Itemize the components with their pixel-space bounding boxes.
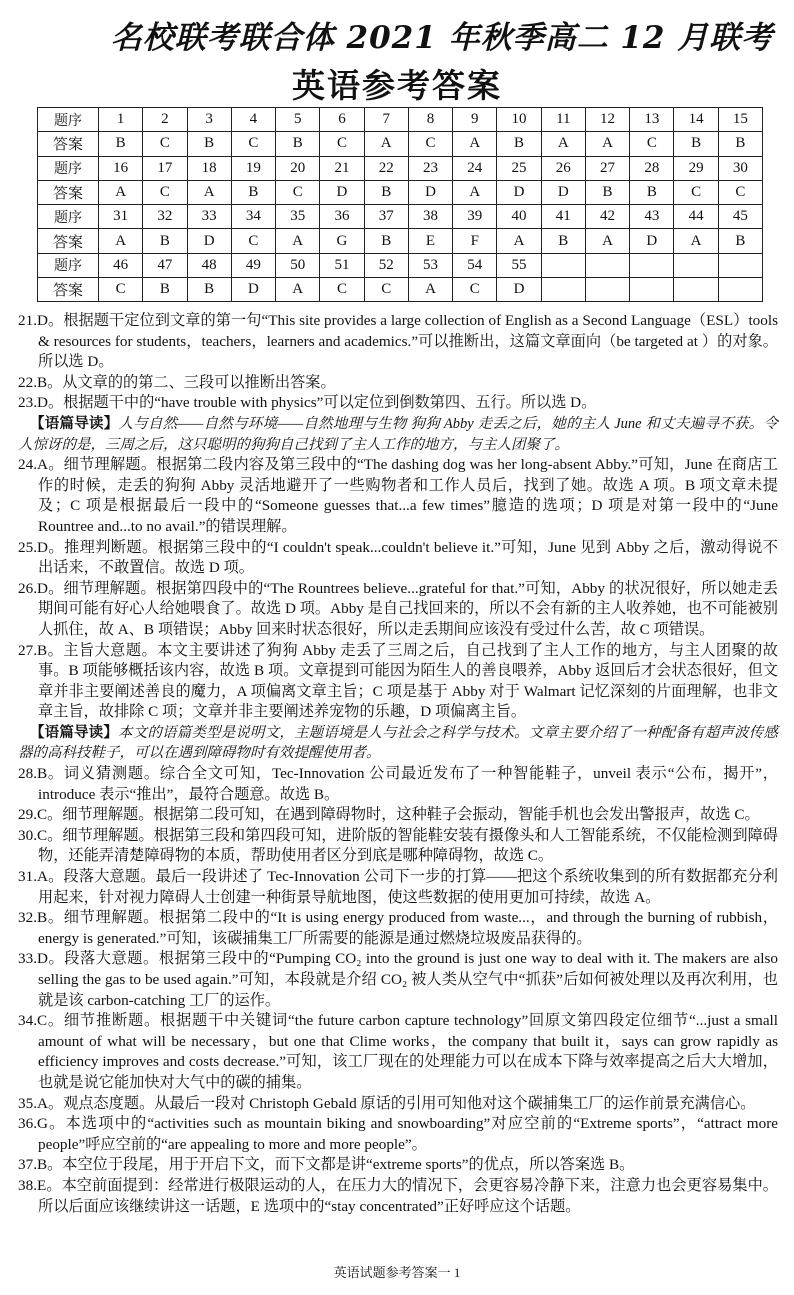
table-cell: 6 xyxy=(320,108,364,132)
table-cell: 42 xyxy=(585,205,629,229)
answer-explanation: 35.A。观点态度题。从最后一段对 Christoph Gebald 原话的引用可知他对这个碳捕集工厂的运作前景充满信心。 xyxy=(18,1094,756,1112)
table-cell: 51 xyxy=(320,253,364,277)
table-cell: G xyxy=(320,229,364,253)
table-cell: 16 xyxy=(99,156,143,180)
table-cell: 10 xyxy=(497,108,541,132)
table-cell: D xyxy=(497,278,541,302)
table-cell xyxy=(718,278,762,302)
table-cell: 33 xyxy=(187,205,231,229)
table-cell: A xyxy=(497,229,541,253)
table-cell: 13 xyxy=(630,108,674,132)
table-cell xyxy=(585,253,629,277)
table-cell: 18 xyxy=(187,156,231,180)
table-cell: 22 xyxy=(364,156,408,180)
table-cell: 52 xyxy=(364,253,408,277)
answer-explanation: 36.G。本选项中的“activities such as mountain biking and snowboarding”对应空前的“Extreme sports”，“attract more people”呼应空前的“are appealing to more and more people”。 xyxy=(18,1115,778,1153)
table-cell: B xyxy=(187,132,231,156)
table-cell: 23 xyxy=(408,156,452,180)
table-cell: A xyxy=(674,229,718,253)
table-cell xyxy=(585,278,629,302)
table-row xyxy=(38,180,763,204)
table-cell xyxy=(541,253,585,277)
table-cell: 7 xyxy=(364,108,408,132)
table-cell: C xyxy=(276,180,320,204)
table-row xyxy=(38,205,763,229)
table-cell: 20 xyxy=(276,156,320,180)
guide-text: 本文的语篇类型是说明文，主题语境是人与社会之科学与技术。文章主要介绍了一种配备有超声波传感器的高科技鞋子，可以在遇到障碍物时有效提醒使用者。 xyxy=(18,724,779,762)
table-row xyxy=(38,278,763,302)
table-cell: B xyxy=(231,180,275,204)
row-label: 答案 xyxy=(38,180,99,204)
answer-explanation: 37.B。本空位于段尾，用于开启下文，而下文都是讲“extreme sports”的优点，所以答案选 B。 xyxy=(18,1156,635,1174)
table-row xyxy=(38,253,763,277)
row-label: 题序 xyxy=(38,108,99,132)
answer-explanation: 25.D。推理判断题。根据第三段中的“I couldn't speak...couldn't believe it.”可知，June 见到 Abby 之后，激动得说不出话来，不敢置信。故选 D 项。 xyxy=(18,538,778,577)
page-subtitle: 英语参考答案 xyxy=(292,66,502,105)
table-cell: B xyxy=(364,180,408,204)
table-cell: C xyxy=(364,278,408,302)
table-cell: D xyxy=(187,229,231,253)
table-cell xyxy=(630,253,674,277)
answer-explanation: 29.C。细节理解题。根据第二段可知，在遇到障碍物时，这种鞋子会振动，智能手机也会发出警报声，故选 C。 xyxy=(18,806,760,824)
row-label: 题序 xyxy=(38,205,99,229)
table-cell: 27 xyxy=(585,156,629,180)
table-cell: 48 xyxy=(187,253,231,277)
table-cell: 9 xyxy=(453,108,497,132)
table-cell xyxy=(674,278,718,302)
table-cell: B xyxy=(630,180,674,204)
table-cell: A xyxy=(541,132,585,156)
table-cell: C xyxy=(674,180,718,204)
row-label: 题序 xyxy=(38,156,99,180)
guide-text: 人与自然——自然与环境——自然地理与生物 狗狗 Abby 走丢之后，她的主人 June 和丈夫遍寻不获。令人惊讶的是，三周之后，这只聪明的狗狗自己找到了主人工作的地方，与主人团聚了。 xyxy=(18,415,779,453)
table-cell: 49 xyxy=(231,253,275,277)
table-cell: 43 xyxy=(630,205,674,229)
table-cell: B xyxy=(143,278,187,302)
table-cell: D xyxy=(630,229,674,253)
table-cell: 35 xyxy=(276,205,320,229)
table-cell: C xyxy=(453,278,497,302)
answer-explanation: 33.D。段落大意题。根据第三段中的“Pumping CO₂ into the ground is just one way to deal with it. The makers are also selling the gas to be used again.”可知，本段就是介绍 CO₂ 被人类从空气中“抓获”后如何被处理以及再次利用，也就是该 carbon-catching 工厂的运作。 xyxy=(18,950,778,1009)
table-cell: A xyxy=(276,278,320,302)
answer-table xyxy=(37,107,763,302)
table-cell: A xyxy=(276,229,320,253)
table-cell: 45 xyxy=(718,205,762,229)
table-cell: 2 xyxy=(143,108,187,132)
table-cell: B xyxy=(276,132,320,156)
table-cell: D xyxy=(231,278,275,302)
table-cell: E xyxy=(408,229,452,253)
table-cell: 24 xyxy=(453,156,497,180)
answer-explanation: 24.A。细节理解题。根据第二段内容及第三段中的“The dashing dog was her long-absent Abby.”可知，June 在商店工作的时候，走丢的狗狗 Abby 灵活地避开了一些购物者和工作人员后，找到了她。故选 A 项。B 项文章未提及；C 项是根据最后一段中的“Someone guesses that...a few times”臆造的选项；D 项是对第一段中的“June Rountree and...to no avail.”的错误理解。 xyxy=(18,456,778,535)
table-cell: B xyxy=(187,278,231,302)
answer-explanation: 21.D。根据题干定位到文章的第一句“This site provides a large collection of English as a Second Language（ESL）tools & resources for students，teachers，learners and academics.”可以推断出，这篇文章面向（be targeted at ）的对象。所以选 D。 xyxy=(18,312,778,371)
table-cell: 36 xyxy=(320,205,364,229)
row-label: 答案 xyxy=(38,229,99,253)
table-cell: B xyxy=(143,229,187,253)
table-cell: 39 xyxy=(453,205,497,229)
table-cell: 3 xyxy=(187,108,231,132)
table-cell: 15 xyxy=(718,108,762,132)
row-label: 答案 xyxy=(38,278,99,302)
table-cell: 29 xyxy=(674,156,718,180)
page-footer: 英语试题参考答案一 1 xyxy=(333,1265,461,1280)
table-cell: 19 xyxy=(231,156,275,180)
table-cell: F xyxy=(453,229,497,253)
table-cell: 30 xyxy=(718,156,762,180)
table-cell: 32 xyxy=(143,205,187,229)
table-cell: 31 xyxy=(99,205,143,229)
table-cell: A xyxy=(453,180,497,204)
table-cell: A xyxy=(99,229,143,253)
table-cell: C xyxy=(630,132,674,156)
table-cell: 50 xyxy=(276,253,320,277)
table-cell: C xyxy=(143,180,187,204)
reading-guide xyxy=(18,723,778,764)
table-cell: B xyxy=(541,229,585,253)
answer-explanation: 32.B。细节理解题。根据第二段中的“It is using energy produced from waste...，and through the burning of rubbish，energy is generated.”可知，该碳捕集工厂所需要的能源是通过燃烧垃圾废品获得的。 xyxy=(18,909,778,947)
table-cell: 1 xyxy=(99,108,143,132)
table-cell: C xyxy=(231,229,275,253)
reading-guide xyxy=(18,414,778,455)
row-label: 题序 xyxy=(38,253,99,277)
table-cell: 40 xyxy=(497,205,541,229)
row-label: 答案 xyxy=(38,132,99,156)
table-cell: 25 xyxy=(497,156,541,180)
answer-explanation: 34.C。细节推断题。根据题干中关键词“the future carbon capture technology”回原文第四段定位细节“...just a small amount of what will be necessary，but one that Clime works，the company that built it，says can grow rapidly as efficiency improves and costs decrease.”可知，该工厂现在的处理能力可以在成本下降与效率提高之后大大增加，也就是说它能加快对大气中的碳的捕集。 xyxy=(18,1012,778,1091)
table-cell xyxy=(541,278,585,302)
table-cell: A xyxy=(585,229,629,253)
table-cell: C xyxy=(99,278,143,302)
table-cell: D xyxy=(541,180,585,204)
table-cell: C xyxy=(320,278,364,302)
table-cell: B xyxy=(674,132,718,156)
table-cell: B xyxy=(364,229,408,253)
table-cell: A xyxy=(585,132,629,156)
answer-explanation: 27.B。主旨大意题。本文主要讲述了狗狗 Abby 走丢了三周之后，自己找到了主人工作的地方，与主人团聚的故事。B 项能够概括该内容，故选 B 项。文章提到可能因为陌生人的善良喂养，Abby 返回后才会状态很好，但文章并非主要阐述善良的魔力，A 项偏离文章主旨；C 项是基于 Abby 对于 Walmart 记忆深刻的片面理解，也非文章主旨，故排除 C 项；文章并非主要阐述养宠物的乐趣，D 项偏离主旨。 xyxy=(18,641,778,721)
guide-tag: 【语篇导读】 xyxy=(30,724,119,741)
table-cell: D xyxy=(320,180,364,204)
answer-explanation: 38.E。本空前面提到：经常进行极限运动的人，在压力大的情况下，会更容易冷静下来，注意力也会更容易集中。所以后面应该继续讲这一话题，E 选项中的“stay concentrated”正好呼应这个话题。 xyxy=(18,1176,778,1215)
table-cell: 17 xyxy=(143,156,187,180)
answer-explanation: 31.A。段落大意题。最后一段讲述了 Tec-Innovation 公司下一步的打算——把这个系统收集到的所有数据都充分利用起来，针对视力障碍人士创建一种街景导航地图，使这些数据的使用更加可持续，故选 A。 xyxy=(18,868,778,906)
table-cell: A xyxy=(408,278,452,302)
answer-explanation: 22.B。从文章的的第二、三段可以推断出答案。 xyxy=(18,373,336,391)
table-cell: C xyxy=(408,132,452,156)
table-cell: 41 xyxy=(541,205,585,229)
table-cell: C xyxy=(718,180,762,204)
table-cell: 47 xyxy=(143,253,187,277)
page-title: 名校联考联合体 2021 年秋季高二 12 月联考 xyxy=(110,20,774,56)
table-cell: C xyxy=(320,132,364,156)
table-row xyxy=(38,132,763,156)
table-cell: 54 xyxy=(453,253,497,277)
table-cell: 26 xyxy=(541,156,585,180)
table-cell: B xyxy=(99,132,143,156)
table-cell: B xyxy=(718,229,762,253)
table-cell: 28 xyxy=(630,156,674,180)
table-cell: A xyxy=(99,180,143,204)
answer-explanation: 26.D。细节理解题。根据第四段中的“The Rountrees believe...grateful for that.”可知，Abby 的状况很好，所以她走丢期间可能有好心人给她喂食了。故选 D 项。Abby 是自己找回来的，所以不会有新的主人收养她，也不可能被别人抓住，故 A、B 项错误；Abby 回来时状态很好，所以走丢期间应该没有受过什么苦，故 C 项错误。 xyxy=(18,579,778,638)
explanations xyxy=(18,311,778,1217)
table-cell: D xyxy=(497,180,541,204)
table-cell: 12 xyxy=(585,108,629,132)
table-row xyxy=(38,108,763,132)
table-cell: A xyxy=(453,132,497,156)
table-row xyxy=(38,156,763,180)
table-cell: 8 xyxy=(408,108,452,132)
table-cell: C xyxy=(231,132,275,156)
table-cell: D xyxy=(408,180,452,204)
table-cell xyxy=(674,253,718,277)
table-cell: B xyxy=(718,132,762,156)
table-cell: 5 xyxy=(276,108,320,132)
table-cell: B xyxy=(585,180,629,204)
answer-explanation: 23.D。根据题干中的“have trouble with physics”可以定位到倒数第四、五行。所以选 D。 xyxy=(18,394,597,412)
table-cell: C xyxy=(143,132,187,156)
table-cell: A xyxy=(187,180,231,204)
table-cell: 46 xyxy=(99,253,143,277)
answer-explanation: 30.C。细节理解题。根据第三段和第四段可知，进阶版的智能鞋安装有摄像头和人工智能系统，不仅能检测到障碍物，还能弄清楚障碍物的本质，帮助使用者区分到底是哪种障碍物，故选 C。 xyxy=(18,826,778,865)
table-cell: 34 xyxy=(231,205,275,229)
table-cell: 44 xyxy=(674,205,718,229)
table-cell: 53 xyxy=(408,253,452,277)
table-cell: 11 xyxy=(541,108,585,132)
table-cell xyxy=(630,278,674,302)
guide-tag: 【语篇导读】 xyxy=(30,415,119,432)
table-cell: 37 xyxy=(364,205,408,229)
table-cell: B xyxy=(497,132,541,156)
table-cell: A xyxy=(364,132,408,156)
table-cell: 21 xyxy=(320,156,364,180)
table-row xyxy=(38,229,763,253)
answer-explanation: 28.B。词义猜测题。综合全文可知，Tec-Innovation 公司最近发布了一种智能鞋子，unveil 表示“公布，揭开”，introduce 表示“推出”，最符合题意。故选 B。 xyxy=(18,765,778,803)
table-cell: 55 xyxy=(497,253,541,277)
table-cell: 14 xyxy=(674,108,718,132)
table-cell: 38 xyxy=(408,205,452,229)
table-cell xyxy=(718,253,762,277)
table-cell: 4 xyxy=(231,108,275,132)
